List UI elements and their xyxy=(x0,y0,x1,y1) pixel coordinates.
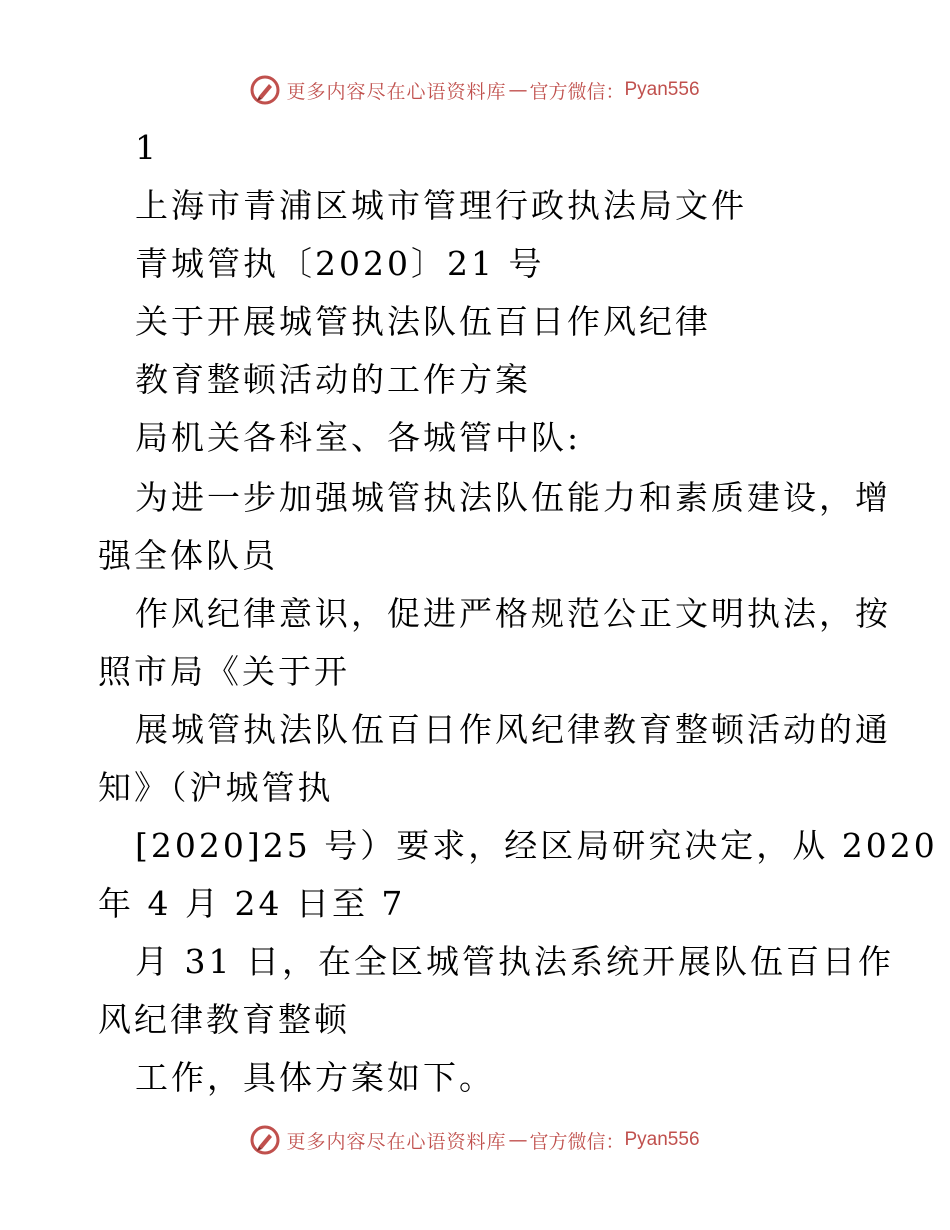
watermark-dash: — xyxy=(508,79,528,101)
pen-logo-icon xyxy=(250,1125,280,1155)
title-line-2: 教育整顿活动的工作方案 xyxy=(135,360,531,399)
pen-logo-icon xyxy=(250,75,280,105)
body-line: 风纪律教育整顿 xyxy=(98,1000,350,1039)
watermark-main-text: 更多内容尽在心语资料库 xyxy=(286,1130,507,1153)
header-watermark xyxy=(0,72,950,108)
issuer-heading: 上海市青浦区城市管理行政执法局文件 xyxy=(135,186,747,225)
body-line: 照市局《关于开 xyxy=(98,652,350,691)
body-line: 强全体队员 xyxy=(98,536,278,575)
watermark-dash: — xyxy=(508,1129,528,1151)
title-line-1: 关于开展城管执法队伍百日作风纪律 xyxy=(135,302,711,341)
document-number: 青城管执〔2020〕21 号 xyxy=(135,244,545,283)
body-line: 知》（沪城管执 xyxy=(98,768,334,807)
body-line: 为进一步加强城管执法队伍能力和素质建设，增 xyxy=(135,478,891,517)
body-line: 年 4 月 24 日至 7 xyxy=(98,884,406,923)
body-line: 作风纪律意识，促进严格规范公正文明执法，按 xyxy=(135,594,891,633)
watermark-main-text: 更多内容尽在心语资料库 xyxy=(286,80,507,103)
body-line: 展城管执法队伍百日作风纪律教育整顿活动的通 xyxy=(135,710,891,749)
watermark-wechat-id: Pyan556 xyxy=(624,1129,700,1150)
watermark-wechat-label: 官方微信： xyxy=(529,1130,625,1153)
body-line: 工作，具体方案如下。 xyxy=(135,1058,495,1097)
page-number: 1 xyxy=(135,128,159,167)
body-line: 月 31 日，在全区城管执法系统开展队伍百日作 xyxy=(135,942,894,981)
addressee: 局机关各科室、各城管中队: xyxy=(135,418,582,457)
watermark-wechat-id: Pyan556 xyxy=(624,79,700,100)
body-line: [2020]25 号）要求，经区局研究决定，从 2020 xyxy=(135,826,938,865)
watermark-wechat-label: 官方微信： xyxy=(529,80,625,103)
footer-watermark xyxy=(0,1122,950,1158)
